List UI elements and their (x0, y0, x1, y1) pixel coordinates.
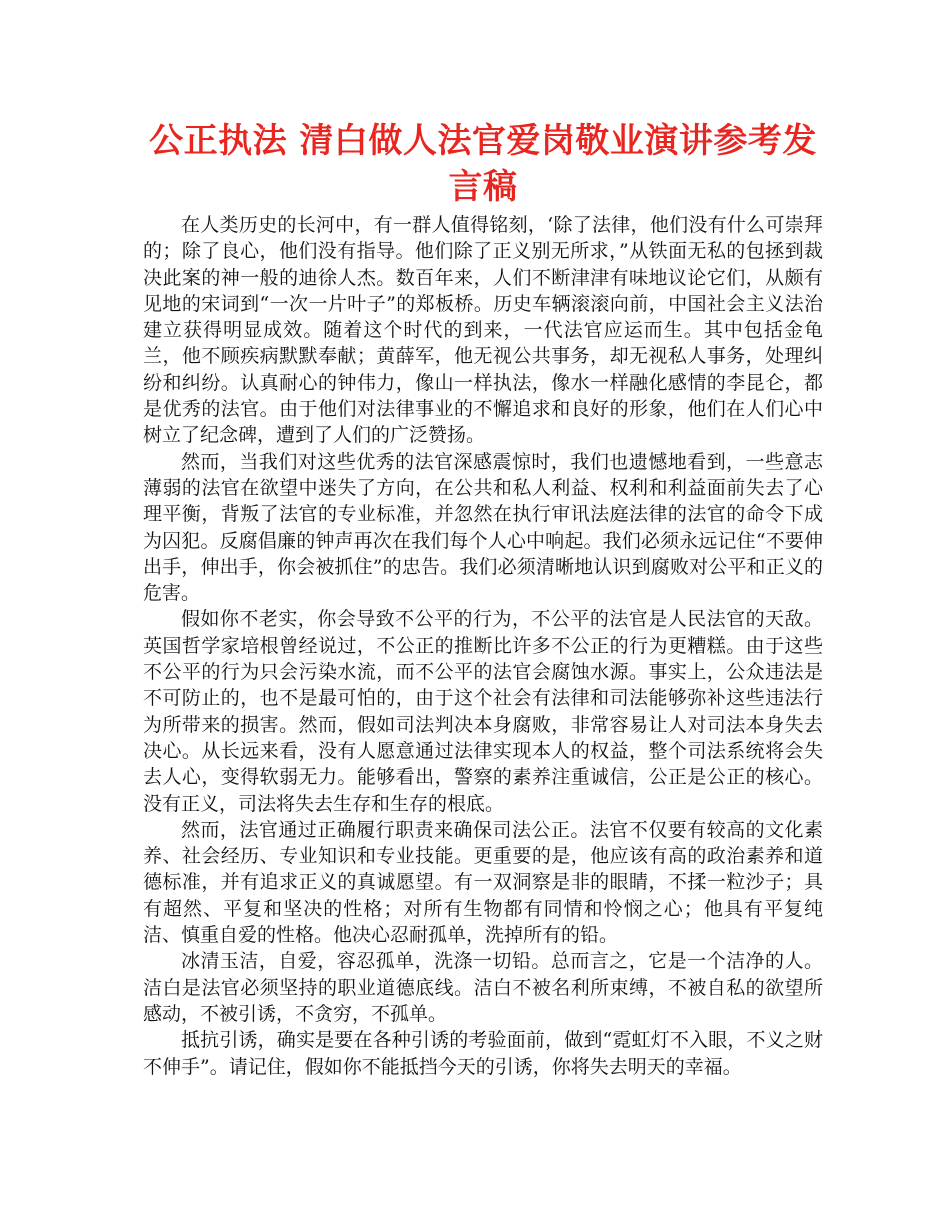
paragraph-4: 然而，法官通过正确履行职责来确保司法公正。法官不仅要有较高的文化素养、社会经历、专业知识和专业技能。更重要的是，他应该有高的政治素养和道德标准，并有追求正义的真诚愿望。有一双洞察是非的眼睛，不揉一粒沙子；具有超然、平复和坚决的性格；对所有生物都有同情和怜悯之心；他具有平复纯洁、慎重自爱的性格。他决心忍耐孤单，洗掉所有的铅。 (143, 818, 823, 947)
paragraph-3: 假如你不老实，你会导致不公平的行为，不公平的法官是人民法官的天敌。英国哲学家培根曾经说过，不公正的推断比许多不公正的行为更糟糕。由于这些不公平的行为只会污染水流，而不公平的法官会腐蚀水源。事实上，公众违法是不可防止的，也不是最可怕的，由于这个社会有法律和司法能够弥补这些违法行为所带来的损害。然而，假如司法判决本身腐败，非常容易让人对司法本身失去决心。从长远来看，没有人愿意通过法律实现本人的权益，整个司法系统将会失去人心，变得软弱无力。能够看出，警察的素养注重诚信，公正是公正的核心。没有正义，司法将失去生存和生存的根底。 (143, 608, 823, 815)
document-page (143, 118, 823, 1080)
paragraph-5: 冰清玉洁，自爱，容忍孤单，洗涤一切铅。总而言之，它是一个洁净的人。洁白是法官必须坚持的职业道德底线。洁白不被名利所束缚，不被自私的欲望所感动，不被引诱，不贪穷，不孤单。 (143, 950, 823, 1025)
paragraph-2: 然而，当我们对这些优秀的法官深感震惊时，我们也遗憾地看到，一些意志薄弱的法官在欲望中迷失了方向，在公共和私人利益、权利和利益面前失去了心理平衡，背叛了法官的专业标准，并忽然在执行审讯法庭法律的法官的命令下成为囚犯。反腐倡廉的钟声再次在我们每个人心中响起。我们必须永远记住“不要伸出手，伸出手，你会被抓住”的忠告。我们必须清晰地认识到腐败对公平和正义的危害。 (143, 450, 823, 605)
paragraph-6: 抵抗引诱，确实是要在各种引诱的考验面前，做到“霓虹灯不入眼，不义之财不伸手”。请记住，假如你不能抵挡今天的引诱，你将失去明天的幸福。 (143, 1029, 823, 1078)
document-title: 公正执法 清白做人法官爱岗敬业演讲参考发言稿 (149, 121, 817, 207)
paragraph-1: 在人类历史的长河中，有一群人值得铭刻，‘除了法律，他们没有什么可崇拜的；除了良心，他们没有指导。他们除了正义别无所求，”从铁面无私的包拯到裁决此案的神一般的迪徐人杰。数百年来，人们不断津津有味地议论它们，从颇有见地的宋词到“一次一片叶子”的郑板桥。历史车辆滚滚向前，中国社会主义法治建立获得明显成效。随着这个时代的到来，一代法官应运而生。其中包括金龟兰，他不顾疾病默默奉献；黄薛军，他无视公共事务，却无视私人事务，处理纠纷和纠纷。认真耐心的钟伟力，像山一样执法，像水一样融化感情的李昆仑，都是优秀的法官。由于他们对法律事业的不懈追求和良好的形象，他们在人们心中树立了纪念碑，遭到了人们的广泛赞扬。 (143, 214, 823, 447)
document-body (143, 212, 823, 1080)
